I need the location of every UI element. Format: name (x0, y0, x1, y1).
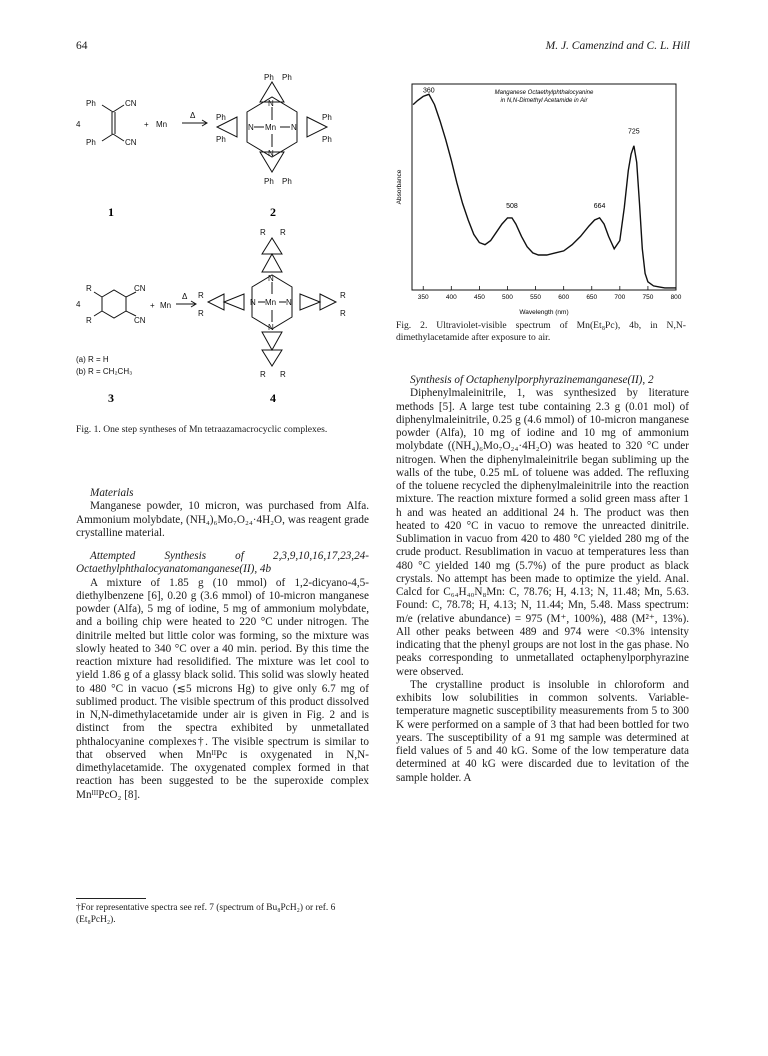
peak-label: 508 (506, 202, 518, 210)
r1-n-top: N (268, 99, 274, 108)
r1-coefficient: 4 (76, 120, 81, 129)
r2-cn-bottom: CN (134, 316, 146, 325)
r1-ph-bottom: Ph (86, 138, 96, 147)
synthesis-4b-paragraph: A mixture of 1.85 g (10 mmol) of 1,2-dicyano-4,5-diethylbenzene [6], 0.20 g (3.6 mmol) of 10-micron manganese powder (Alfa), 5 mg of iodine, 5 mg of ammonium molybdate, and a boiling chip were heated to 220 °C under nitrogen. The dinitrile melted but little color was forming, so the mixture was slowly heated to 340 °C over a 40 min. period. By this time the reaction mixture had resolidified. The mixture was let cool to yield 1.86 g of a glassy black solid. This solid was slowly heated to 480 °C in vacuo (≲5 microns Hg) to give only 6.7 mg of sublimed product. The visible spectrum of this product dissolved in N,N-dimethylacetamide under air is given in Fig. 2 and is distinct from the spectra exhibited by unmetallated phthalocyanine complexes†. The visible spectrum is similar to that observed when MnᴵᴵPc is oxygenated in N,N-dimethylacetamide. The oxygenated complex formed in that reaction has been suggested to be the superoxide complex MnᴵᴵᴵPcO₂ [8]. (76, 576, 369, 801)
solubility-paragraph: The crystalline product is insoluble in chloroform and exhibits low solubilities in common solvents. Variable-temperature magnetic susceptibility measurements from 5 to 300 K were performed on a sample of 3 that had been bottled for two years. The susceptibility of a 91 mg sample was determined at field values of 5 and 40 kG. Some of the low temperature data determined at 40 kG were discarded due to levitation of the sample holder. A (396, 678, 689, 784)
r2-plus: + (150, 301, 155, 310)
r1-mn-reagent: Mn (156, 120, 168, 129)
r1-ph-5: Ph (322, 113, 332, 122)
r1-plus: + (144, 120, 149, 129)
r2-n-bottom: N (268, 323, 274, 332)
r2-mn-center: Mn (265, 298, 277, 307)
r2-r-bottom: R (86, 316, 92, 325)
figure-1-schemes (72, 72, 372, 412)
materials-heading: Materials (90, 487, 134, 499)
synthesis-2-heading: Synthesis of Octaphenylporphyrazinemanganese(II), 2 (410, 374, 654, 386)
r1-cn-top: CN (125, 99, 137, 108)
compound-label-1: 1 (108, 205, 114, 219)
x-tick-label: 400 (445, 294, 457, 301)
peak-label: 360 (423, 87, 435, 95)
r1-cn-bottom: CN (125, 138, 137, 147)
r1-ph-2: Ph (282, 73, 292, 82)
r1-arrow-label: Δ (190, 111, 196, 120)
peak-label: 664 (593, 202, 606, 210)
r1-n-right: N (291, 123, 297, 132)
r1-ph-7: Ph (264, 177, 274, 186)
r2-r-1: R (260, 228, 266, 237)
r2-legend-a: (a) R = H (76, 355, 109, 364)
r1-n-left: N (248, 123, 254, 132)
r2-r-top: R (86, 284, 92, 293)
y-axis-label: Absorbance (396, 169, 403, 205)
x-tick-label: 500 (502, 294, 513, 301)
r2-r-4: R (198, 309, 204, 318)
r2-coefficient: 4 (76, 300, 81, 309)
synthesis-4b-heading: Attempted Synthesis of 2,3,9,10,16,17,23,24-Octaethylphthalocyanatomanganese(II), 4b (76, 550, 369, 576)
r1-mn-center: Mn (265, 123, 277, 132)
x-axis-label: Wavelength (nm) (519, 309, 569, 316)
spectrum-series-line (413, 94, 676, 288)
right-column (396, 374, 689, 785)
r2-mn-reagent: Mn (160, 301, 172, 310)
compound-label-4: 4 (270, 391, 276, 405)
chart-title-line2: in N,N-Dimethyl Acetamide in Air (500, 98, 588, 104)
x-tick-label: 450 (473, 294, 485, 301)
r2-r-5: R (340, 291, 346, 300)
r2-r-6: R (340, 309, 346, 318)
compound-label-2: 2 (270, 205, 276, 219)
r1-ph-6: Ph (322, 135, 332, 144)
plot-frame (412, 84, 676, 290)
chart-title-line1: Manganese Octaethylphthalocyanine (494, 90, 594, 96)
figure-2-spectrum (392, 78, 692, 318)
figure-1-caption: Fig. 1. One step syntheses of Mn tetraazamacrocyclic complexes. (76, 424, 328, 435)
materials-paragraph: Manganese powder, 10 micron, was purchased from Alfa. Ammonium molybdate, (NH₄)₆Mo₇O₂₄·4H₂O, was reagent grade crystalline material. (76, 500, 369, 539)
left-column (76, 487, 369, 802)
x-tick-label: 750 (642, 294, 654, 301)
r2-n-left: N (250, 298, 256, 307)
r1-ph-top: Ph (86, 99, 96, 108)
running-head-authors: M. J. Camenzind and C. L. Hill (545, 40, 690, 52)
peak-label: 725 (628, 128, 640, 136)
r1-ph-3: Ph (216, 113, 226, 122)
r2-cn-top: CN (134, 284, 146, 293)
r2-r-3: R (198, 291, 204, 300)
r2-arrow-label: Δ (182, 292, 188, 301)
x-tick-label: 650 (586, 294, 598, 301)
figure-2-caption: Fig. 2. Ultraviolet-visible spectrum of Mn(Et₈Pc), 4b, in N,N-dimethylacetamide after exposure to air. (396, 320, 686, 343)
x-tick-label: 700 (614, 294, 626, 301)
compound-label-3: 3 (108, 391, 114, 405)
x-tick-label: 600 (558, 294, 570, 301)
x-tick-label: 550 (530, 294, 542, 301)
page-number: 64 (76, 40, 88, 52)
r2-legend-b: (b) R = CH₂CH₃ (76, 367, 133, 376)
x-tick-label: 350 (417, 294, 429, 301)
r2-r-7: R (260, 370, 266, 379)
r2-r-2: R (280, 228, 286, 237)
r1-ph-4: Ph (216, 135, 226, 144)
r2-n-top: N (268, 274, 274, 283)
r1-ph-8: Ph (282, 177, 292, 186)
footnote: †For representative spectra see ref. 7 (spectrum of Bu₈PcH₂) or ref. 6 (Et₈PcH₂). (76, 903, 336, 925)
synthesis-2-paragraph: Diphenylmaleinitrile, 1, was synthesized by literature methods [5]. A large test tube containing 2.3 g (0.01 mol) of diphenylmaleinitrile, 0.25 g (4.6 mmol) of 10-micron manganese powder (Alfa), 10 mg of iodine and 10 mg of ammonium molybdate ((NH₄)₆Mo₇O₂₄·4H₂O) was heated to 320 °C under nitrogen. When the diphenylmaleinitrile began subliming up the walls of the tube, 0.25 mL of toluene was added. The refluxing of the toluene recycled the diphenylmaleinitrile into the reaction mixture. The reaction mixture formed a solid green mass after 1 h and was heated an additional 24 h. The product was then heated to 420 °C in vacuo to remove the unreacted dinitrile. Sublimation in vacuo from 420 to 480 °C yielded 280 mg of the crude product. Resublimation in vacuo at temperatures less than 480 °C yielded 140 mg (5.7%) of the pure product as black crystals. No attempt has been made to optimize the yield. Anal. Calcd for C₆₄H₄₀N₈Mn: C, 78.76; H, 4.13; N, 11.48; Mn, 5.63. Found: C, 78.78; H, 4.13; N, 11.44; Mn, 5.48. Mass spectrum: m/e (relative abundance) = 975 (M⁺, 100%), 488 (M²⁺, 13%). All other peaks between 489 and 974 were <0.3% intensity indicating that the phenyl groups are not lost in the gas phase. No peaks corresponding to unmetallated octaphenylporphyrazine were observed. (396, 387, 689, 678)
r2-r-8: R (280, 370, 286, 379)
footnote-rule (76, 898, 146, 899)
r2-n-right: N (286, 298, 292, 307)
x-tick-label: 800 (670, 294, 682, 301)
r1-ph-1: Ph (264, 73, 274, 82)
r1-n-bottom: N (268, 149, 274, 158)
